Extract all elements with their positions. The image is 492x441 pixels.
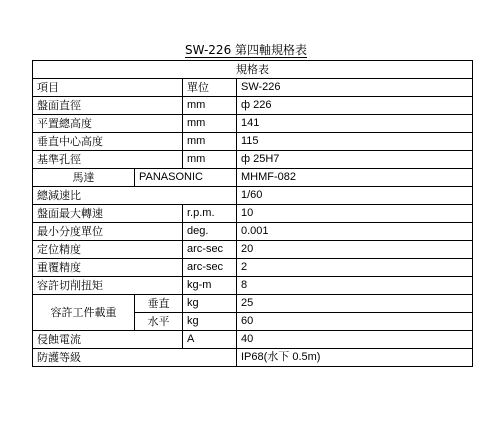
row-unit: kg-m <box>183 277 237 295</box>
spec-table-header: 規格表 <box>33 61 473 79</box>
row-value: 60 <box>237 313 473 331</box>
table-header-row <box>33 61 473 79</box>
table-row <box>33 133 473 151</box>
table-row <box>33 97 473 115</box>
row-value: 1/60 <box>237 187 473 205</box>
row-label: 最小分度單位 <box>33 223 183 241</box>
row-unit: arc-sec <box>183 259 237 277</box>
row-label: 侵蝕電流 <box>33 331 183 349</box>
row-label: 基準孔徑 <box>33 151 183 169</box>
row-value: 2 <box>237 259 473 277</box>
row-unit: kg <box>183 295 237 313</box>
row-label: 總減速比 <box>33 187 237 205</box>
row-label: 馬達 <box>33 169 135 187</box>
row-value: 8 <box>237 277 473 295</box>
row-unit: deg. <box>183 223 237 241</box>
row-label: 防護等級 <box>33 349 237 367</box>
column-header-unit: 單位 <box>183 79 237 97</box>
row-value: 20 <box>237 241 473 259</box>
column-header-row <box>33 79 473 97</box>
row-label: 垂直中心高度 <box>33 133 183 151</box>
row-label: 盤面最大轉速 <box>33 205 183 223</box>
row-unit: r.p.m. <box>183 205 237 223</box>
row-unit: mm <box>183 151 237 169</box>
row-label: 容許工件載重 <box>33 295 135 331</box>
table-row <box>33 187 473 205</box>
table-row <box>33 259 473 277</box>
table-row <box>33 205 473 223</box>
row-value: MHMF-082 <box>237 169 473 187</box>
load-horizontal-label: 水平 <box>135 313 183 331</box>
row-label: 平置總高度 <box>33 115 183 133</box>
document-title-text: SW-226 第四軸規格表 <box>184 43 308 57</box>
row-value: 0.001 <box>237 223 473 241</box>
row-label: 容許切削扭矩 <box>33 277 183 295</box>
row-value: 40 <box>237 331 473 349</box>
table-row <box>33 223 473 241</box>
row-value: 141 <box>237 115 473 133</box>
row-unit: mm <box>183 97 237 115</box>
row-unit: mm <box>183 115 237 133</box>
row-label: 重覆精度 <box>33 259 183 277</box>
row-label: 盤面直徑 <box>33 97 183 115</box>
document-title <box>0 42 492 58</box>
table-row <box>33 295 473 313</box>
row-unit: mm <box>183 133 237 151</box>
table-row <box>33 241 473 259</box>
spec-table <box>32 60 473 367</box>
row-unit: kg <box>183 313 237 331</box>
row-unit: arc-sec <box>183 241 237 259</box>
table-row <box>33 115 473 133</box>
row-value: 10 <box>237 205 473 223</box>
row-value: IP68(水下 0.5m) <box>237 349 473 367</box>
column-header-model: SW-226 <box>237 79 473 97</box>
row-value: 115 <box>237 133 473 151</box>
column-header-item: 項目 <box>33 79 183 97</box>
motor-brand: PANASONIC <box>135 169 237 187</box>
table-row <box>33 277 473 295</box>
row-value: ф 25H7 <box>237 151 473 169</box>
table-row <box>33 169 473 187</box>
table-row <box>33 331 473 349</box>
row-value: 25 <box>237 295 473 313</box>
row-value: ф 226 <box>237 97 473 115</box>
row-label: 定位精度 <box>33 241 183 259</box>
table-row <box>33 151 473 169</box>
row-unit: A <box>183 331 237 349</box>
table-row <box>33 349 473 367</box>
load-vertical-label: 垂直 <box>135 295 183 313</box>
